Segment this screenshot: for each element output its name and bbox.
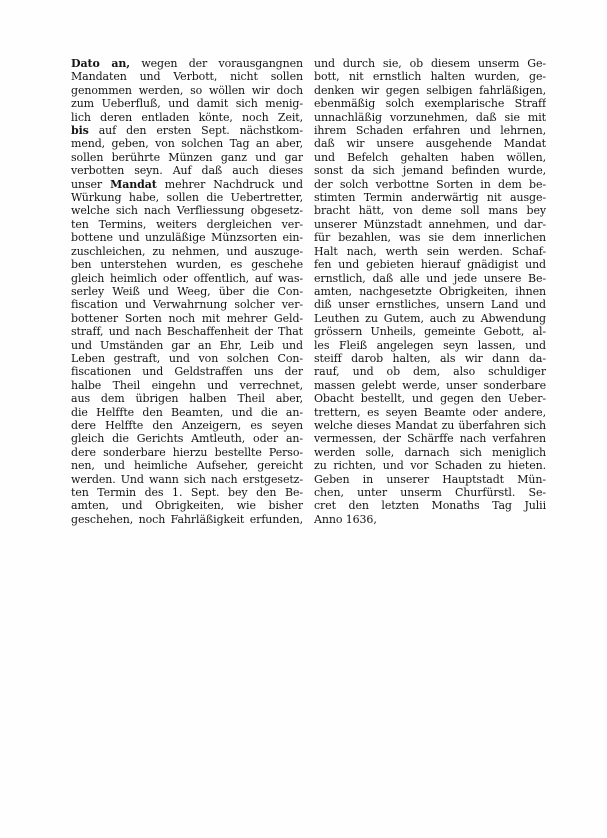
text-line: fen und gebieten hierauf gnädigist und [314, 258, 546, 272]
text-line: welche dieses Mandat zu überfahren sich [314, 418, 546, 432]
text-line: grössern Unheils, gemeinte Gebott, al- [314, 325, 546, 339]
text-line: bott, nit ernstlich halten wurden, ge- [314, 70, 546, 84]
text-line: mend, geben, von solchen Tag an aber, [71, 137, 303, 151]
text-line: und durch sie, ob diesem unserm Ge- [314, 57, 546, 70]
text-line: ten Termins, weiters dergleichen ver- [71, 217, 303, 231]
text-line: welche sich nach Verfliessung obgesetz- [71, 204, 303, 218]
text-line: gleich die Gerichts Amtleuth, oder an- [71, 432, 303, 446]
text-line: Halt nach, werth sein werden. Schaf- [314, 244, 546, 258]
left-column [71, 57, 303, 526]
text-line: verbotten seyn. Auf daß auch dieses [71, 164, 303, 178]
text-line: und Befelch gehalten haben wöllen, [314, 150, 546, 164]
text-line: fiscationen und Geldstraffen uns der [71, 365, 303, 379]
text-line: nen, und heimliche Aufseher, gereicht [71, 459, 303, 473]
text-line: genommen werden, so wöllen wir doch [71, 83, 303, 97]
text-line: Dato an, wegen der vorausgangnen [71, 57, 303, 70]
text-line: Würkung habe, sollen die Uebertretter, [71, 191, 303, 205]
text-line: geschehen, noch Fahrläßigkeit erfunden, [71, 512, 303, 526]
text-line: ten Termin des 1. Sept. bey den Be- [71, 486, 303, 499]
text-line: unserer Münzstadt annehmen, und dar- [314, 217, 546, 231]
text-line: ihrem Schaden erfahren und lehrnen, [314, 124, 546, 138]
text-line: sonst da sich jemand befinden wurde, [314, 164, 546, 178]
text-line: massen gelebt werde, unser sonderbare [314, 378, 546, 392]
text-line: sollen berührte Münzen ganz und gar [71, 150, 303, 164]
text-line: Geben in unserer Hauptstadt Mün- [314, 472, 546, 486]
text-line: zuschleichen, zu nehmen, und auszuge- [71, 244, 303, 258]
text-line: die Helffte den Beamten, und die an- [71, 405, 303, 419]
text-line: ben unterstehen wurden, es geschehe [71, 258, 303, 272]
text-line: Mandaten und Verbott, nicht sollen [71, 70, 303, 84]
text-line: les Fleiß angelegen seyn lassen, und [314, 338, 546, 352]
text-line: amten, nachgesetzte Obrigkeiten, ihnen [314, 284, 546, 298]
text-line: halbe Theil eingehn und verrechnet, [71, 378, 303, 392]
text-line: chen, unter unserm Churfürstl. Se- [314, 486, 546, 499]
text-line: Obacht bestellt, und gegen den Ueber- [314, 392, 546, 406]
text-line: fiscation und Verwahrnung solcher ver- [71, 298, 303, 312]
text-line: der solch verbottne Sorten in dem be- [314, 177, 546, 191]
text-line: amten, und Obrigkeiten, wie bisher [71, 499, 303, 513]
text-line: bis auf den ersten Sept. nächstkom- [71, 124, 303, 138]
text-line: Leben gestraft, und von solchen Con- [71, 351, 303, 365]
right-column [314, 57, 546, 526]
text-line: aus dem übrigen halben Theil aber, [71, 392, 303, 406]
text-line: werden solle, darnach sich meniglich [314, 445, 546, 459]
text-line: unnachläßig vorzunehmen, daß sie mit [314, 110, 546, 124]
text-line: steiff darob halten, als wir dann da- [314, 351, 546, 365]
text-line: unser Mandat mehrer Nachdruck und [71, 177, 303, 191]
text-line: vermessen, der Schärffe nach verfahren [314, 432, 546, 446]
text-line: serley Weiß und Weeg, über die Con- [71, 284, 303, 298]
text-line: trettern, es seyen Beamte oder andere, [314, 405, 546, 419]
text-line: Leuthen zu Gutem, auch zu Abwendung [314, 311, 546, 325]
text-line: und Umständen gar an Ehr, Leib und [71, 338, 303, 352]
text-line: rauf, und ob dem, also schuldiger [314, 365, 546, 379]
text-line: dere sonderbare hierzu bestellte Perso- [71, 445, 303, 459]
mandate-text-block [71, 57, 546, 526]
text-line: diß unser ernstliches, unsern Land und [314, 298, 546, 312]
text-line: ernstlich, daß alle und jede unsere Be- [314, 271, 546, 285]
text-line: daß wir unsere ausgehende Mandat [314, 137, 546, 151]
text-line: werden. Und wann sich nach erstgesetz- [71, 472, 303, 486]
text-line: stimten Termin anderwärtig nit ausge- [314, 191, 546, 205]
text-line: Anno 1636, [314, 512, 377, 526]
text-line: zum Ueberfluß, und damit sich menig- [71, 97, 303, 111]
text-line: zu richten, und vor Schaden zu hieten. [314, 459, 546, 473]
text-line: straff, und nach Beschaffenheit der That [71, 325, 303, 339]
text-line: lich deren entladen könte, noch Zeit, [71, 110, 303, 124]
text-line: bottene und unzuläßige Münzsorten ein- [71, 231, 303, 245]
text-line: cret den letzten Monaths Tag Julii [314, 499, 546, 513]
text-line: gleich heimlich oder offentlich, auf was- [71, 271, 303, 285]
text-line: ebenmäßig solch exemplarische Straff [314, 97, 546, 111]
text-line: denken wir gegen selbigen fahrläßigen, [314, 83, 546, 97]
text-line: bottener Sorten noch mit mehrer Geld- [71, 311, 303, 325]
text-line: für bezahlen, was sie dem innerlichen [314, 231, 546, 245]
text-line: bracht hätt, von deme soll mans bey [314, 204, 546, 218]
text-line: dere Helffte den Anzeigern, es seyen [71, 418, 303, 432]
